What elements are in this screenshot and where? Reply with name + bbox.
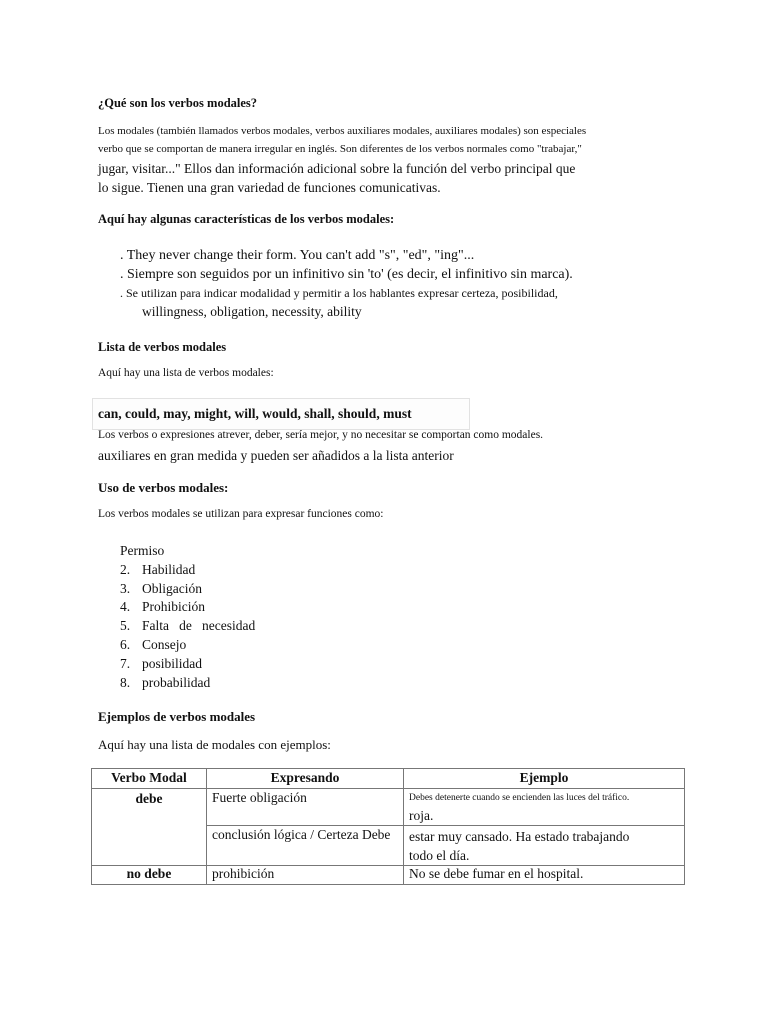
examples-intro: Aquí hay una lista de modales con ejemplos: (98, 737, 331, 752)
table-header-cell: Expresando (207, 769, 404, 789)
uses-list-item: Permiso (120, 543, 165, 558)
table-cell-expressing: prohibición (207, 866, 404, 885)
uses-list-item: 5. Falta de necesidad (120, 618, 256, 634)
uses-list-item: 2. Habilidad (120, 561, 196, 577)
table-cell-modal: debe (92, 789, 207, 866)
intro-line-1: Los modales (también llamados verbos modales, verbos auxiliares modales, auxiliares modales) son especiales (98, 125, 587, 137)
bullet-item: . They never change their form. You can't add "s", "ed", "ing"... (120, 248, 475, 263)
table-cell-example: No se debe fumar en el hospital. (404, 866, 685, 885)
modal-list-intro: Aquí hay una lista de verbos modales: (98, 367, 274, 379)
modal-list-text: can, could, may, might, will, would, shall, should, must (98, 406, 412, 421)
table-cell-example: estar muy cansado. Ha estado trabajando todo el día. (404, 826, 685, 866)
table-cell-expressing: Fuerte obligación (207, 789, 404, 826)
table-row (92, 789, 685, 826)
intro-line-4: lo sigue. Tienen una gran variedad de funciones comunicativas. (98, 180, 441, 195)
other-modals-line-2: auxiliares en gran medida y pueden ser añadidos a la lista anterior (98, 448, 454, 463)
section-title-what-are-modals: ¿Qué son los verbos modales? (98, 96, 258, 110)
intro-line-2: verbo que se comportan de manera irregular en inglés. Son diferentes de los verbos normales como "trabajar," (98, 143, 582, 155)
bullet-item: . Se utilizan para indicar modalidad y permitir a los hablantes expresar certeza, posibilidad, (120, 286, 558, 300)
table-cell-expressing: conclusión lógica / Certeza Debe (207, 826, 404, 866)
intro-line-3: jugar, visitar..." Ellos dan información adicional sobre la función del verbo principal que (98, 161, 576, 176)
table-cell-example: Debes detenerte cuando se encienden las luces del tráfico. roja. (404, 789, 685, 826)
table-header-cell: Ejemplo (404, 769, 685, 789)
section-title-characteristics: Aquí hay algunas características de los verbos modales: (98, 212, 395, 226)
bullet-item-continuation: willingness, obligation, necessity, ability (142, 304, 362, 319)
table-header-row (92, 769, 685, 789)
other-modals-line-1: Los verbos o expresiones atrever, deber, sería mejor, y no necesitar se comportan como modales. (98, 429, 544, 441)
table-cell-modal: no debe (92, 866, 207, 885)
uses-list-item: 4. Prohibición (120, 599, 205, 615)
section-title-examples: Ejemplos de verbos modales (98, 709, 256, 724)
uses-list-item: 3. Obligación (120, 580, 202, 596)
section-title-modal-list: Lista de verbos modales (98, 340, 227, 354)
uses-list (120, 542, 255, 692)
bullet-item: . Siempre son seguidos por un infinitivo sin 'to' (es decir, el infinitivo sin marca). (120, 267, 573, 282)
uses-list-item: 6. Consejo (120, 636, 187, 652)
section-title-uses: Uso de verbos modales: (98, 480, 229, 495)
modal-list-box (92, 398, 470, 430)
examples-table (91, 768, 685, 885)
uses-list-item: 8. probabilidad (120, 674, 211, 690)
uses-intro: Los verbos modales se utilizan para expresar funciones como: (98, 508, 384, 520)
table-header-cell: Verbo Modal (92, 769, 207, 789)
table-row (92, 866, 685, 885)
uses-list-item: 7. posibilidad (120, 655, 202, 671)
